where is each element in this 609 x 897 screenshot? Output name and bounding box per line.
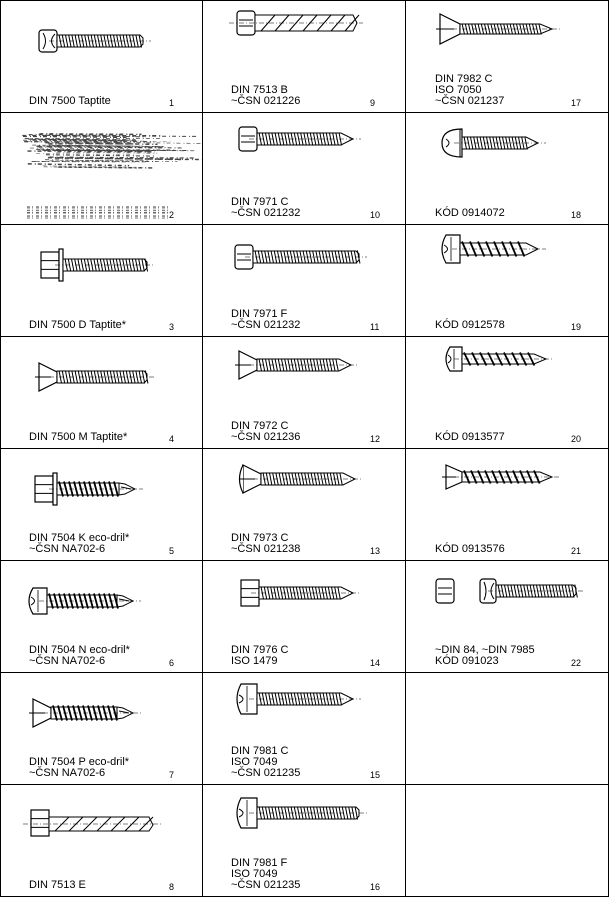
- item-number-3: 3: [169, 322, 175, 332]
- item-number-14: 14: [370, 658, 381, 668]
- item-18-label-line-1: KÓD 0914072: [435, 207, 505, 219]
- item-6-label-line-1: DIN 7504 N eco-dril*: [29, 644, 130, 656]
- item-5-label-line-2: ~ČSN NA702-6: [29, 543, 106, 555]
- item-13-label-line-1: DIN 7973 C: [231, 532, 289, 544]
- catalog-item-11: [203, 225, 406, 337]
- item-3-label-line-1: DIN 7500 D Taptite*: [29, 319, 127, 331]
- item-19-label-line-1: KÓD 0912578: [435, 319, 505, 331]
- item-number-12: 12: [370, 434, 381, 444]
- item-20-label-line-1: KÓD 0913577: [435, 431, 505, 443]
- item-8-label-line-1: DIN 7513 E: [29, 879, 86, 891]
- item-9-label-line-2: ~ČSN 021226: [231, 95, 301, 107]
- item-11-label-line-2: ~ČSN 021232: [231, 319, 301, 331]
- item-number-6: 6: [169, 658, 175, 668]
- item-6-label-line-2: ~ČSN NA702-6: [29, 655, 106, 667]
- item-number-13: 13: [370, 546, 381, 556]
- catalog-item-17: [406, 1, 609, 113]
- catalog-item-16: [203, 785, 406, 897]
- item-15-label-line-1: DIN 7981 C: [231, 745, 289, 757]
- item-12-label-line-1: DIN 7972 C: [231, 420, 289, 432]
- item-16-label-line-3: ~ČSN 021235: [231, 879, 301, 891]
- item-number-10: 10: [370, 210, 381, 220]
- catalog-item-21: [406, 449, 609, 561]
- empty-cell: [406, 673, 609, 785]
- item-15-label-line-3: ~ČSN 021235: [231, 767, 301, 779]
- item-16-label-line-1: DIN 7981 F: [231, 857, 288, 869]
- catalog-item-10: [203, 113, 406, 225]
- catalog-item-13: [203, 449, 406, 561]
- catalog-item-7: [1, 673, 203, 785]
- item-12-label-line-2: ~ČSN 021236: [231, 431, 301, 443]
- item-number-11: 11: [370, 322, 380, 332]
- catalog-item-20: [406, 337, 609, 449]
- item-17-label-line-1: DIN 7982 C: [435, 73, 493, 85]
- item-11-label-line-1: DIN 7971 F: [231, 308, 288, 320]
- item-number-22: 22: [571, 658, 582, 668]
- catalog-item-2: [1, 113, 203, 225]
- item-17-label-line-2: ISO 7050: [435, 84, 482, 96]
- item-13-label-line-2: ~ČSN 021238: [231, 543, 301, 555]
- item-number-8: 8: [169, 882, 175, 892]
- catalog-item-3: [1, 225, 203, 337]
- catalog-item-12: [203, 337, 406, 449]
- item-number-17: 17: [571, 98, 582, 108]
- catalog-item-15: [203, 673, 406, 785]
- item-number-20: 20: [571, 434, 582, 444]
- item-14-label-line-2: ISO 1479: [231, 655, 278, 667]
- item-number-5: 5: [169, 546, 175, 556]
- catalog-item-5: [1, 449, 203, 561]
- item-22-label-line-1: ~DIN 84, ~DIN 7985: [435, 644, 535, 656]
- item-number-9: 9: [370, 98, 376, 108]
- screw-drawing-2: [1, 113, 203, 225]
- item-4-label-line-1: DIN 7500 M Taptite*: [29, 431, 128, 443]
- item-number-4: 4: [169, 434, 175, 444]
- item-number-21: 21: [571, 546, 582, 556]
- item-number-2: 2: [169, 210, 175, 220]
- item-9-label-line-1: DIN 7513 B: [231, 84, 288, 96]
- item-number-16: 16: [370, 882, 381, 892]
- catalog-item-9: [203, 1, 406, 113]
- catalog-item-4: [1, 337, 203, 449]
- item-14-label-line-1: DIN 7976 C: [231, 644, 289, 656]
- item-15-label-line-2: ISO 7049: [231, 756, 278, 768]
- item-number-19: 19: [571, 322, 582, 332]
- item-1-label-line-1: DIN 7500 Taptite: [29, 95, 111, 107]
- item-number-15: 15: [370, 770, 381, 780]
- item-5-label-line-1: DIN 7504 K eco-dril*: [29, 532, 130, 544]
- item-7-label-line-2: ~ČSN NA702-6: [29, 767, 106, 779]
- item-16-label-line-2: ISO 7049: [231, 868, 278, 880]
- catalog-item-8: [1, 785, 203, 897]
- catalog-item-6: [1, 561, 203, 673]
- item-21-label-line-1: KÓD 0913576: [435, 543, 505, 555]
- item-17-label-line-3: ~ČSN 021237: [435, 95, 505, 107]
- item-22-label-line-2: KÓD 091023: [435, 655, 499, 667]
- catalog-item-22: [406, 561, 609, 673]
- item-10-label-line-1: DIN 7971 C: [231, 196, 289, 208]
- empty-cell: [406, 785, 609, 897]
- item-10-label-line-2: ~ČSN 021232: [231, 207, 301, 219]
- item-number-7: 7: [169, 770, 175, 780]
- catalog-item-18: [406, 113, 609, 225]
- item-number-1: 1: [169, 98, 175, 108]
- item-7-label-line-1: DIN 7504 P eco-dril*: [29, 756, 130, 768]
- item-number-18: 18: [571, 210, 582, 220]
- catalog-item-14: [203, 561, 406, 673]
- catalog-item-1: [1, 1, 203, 113]
- catalog-item-19: [406, 225, 609, 337]
